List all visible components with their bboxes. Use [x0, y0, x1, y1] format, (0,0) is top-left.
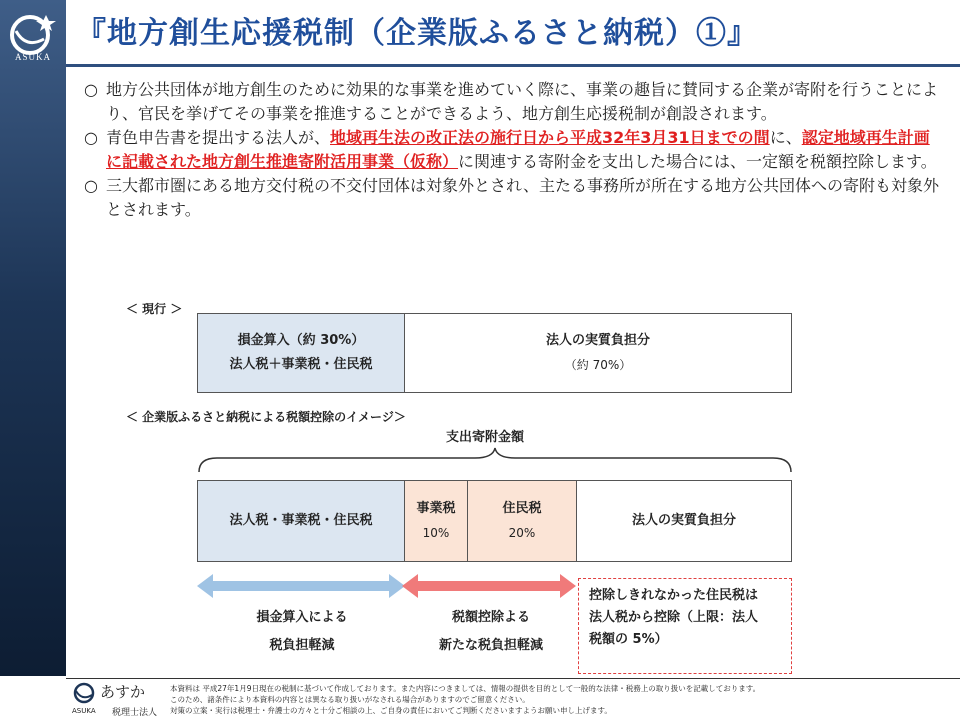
tax-box: [197, 480, 405, 562]
current-burden-box: [404, 313, 792, 393]
arrow2-label: [404, 604, 578, 660]
note-line1: 控除しきれなかった住民税は: [589, 588, 759, 603]
image-label: ＜ 企業版ふるさと納税による税額控除のイメージ＞: [126, 410, 406, 424]
double-arrow-red-icon: [402, 572, 578, 600]
footer-brand: あすか: [100, 683, 146, 701]
bullet-text-part: に関連する寄附金を支出した場合には、一定額を税額控除します。: [458, 152, 937, 171]
bullet-item: [84, 174, 944, 222]
arrow2-line1: 税額控除よる: [451, 610, 530, 625]
double-arrow-blue-icon: [197, 572, 407, 600]
highlight-period: 地域再生法の改正法の施行日から平成32年3月31日までの間: [330, 128, 770, 147]
footer-en: ASUKA: [72, 707, 96, 715]
note-line2: 法人税から控除（上限：法人: [589, 610, 759, 625]
resident-tax-box: [467, 480, 577, 562]
current-burden-line2: （約 70%）: [564, 358, 632, 372]
tax-box-label: 法人税・事業税・住民税: [229, 513, 373, 528]
arrow1-label: [200, 604, 404, 660]
disclaimer-line3: 対策の立案・実行は税理士・弁護士の方々と十分ご相談の上、ご自身の責任においてご判断くださいますようお願い申し上げます。: [170, 706, 612, 715]
bullet-text-part: に、: [769, 128, 802, 147]
bullet-mark: ○: [84, 80, 98, 99]
burden-box-label: 法人の実質負担分: [631, 513, 736, 528]
title-divider: [66, 64, 960, 67]
bullet-mark: ○: [84, 128, 98, 147]
bullet-text: 三大都市圏にある地方交付税の不交付団体は対象外とされ、主たる事務所が所在する地方公共団体への寄附も対象外とされます。: [106, 176, 939, 219]
arrow1-line2: 税負担軽減: [269, 638, 335, 653]
resident-tax-label: 住民税: [502, 501, 542, 516]
brace-label: 支出寄附金額: [446, 430, 525, 445]
bullet-item: [84, 78, 944, 126]
bullet-item: [84, 126, 944, 174]
page-title: 『地方創生応援税制（企業版ふるさと納税）①』: [76, 16, 758, 51]
highlight-project: 認定地域再生計画に記載された地方創生推進寄附活用事業（仮称）: [106, 128, 930, 171]
bullet-list: [84, 78, 944, 222]
current-burden-line1: 法人の実質負担分: [545, 333, 650, 348]
footer-logo-icon: [72, 681, 98, 705]
sidebar: [0, 0, 66, 676]
disclaimer: [170, 683, 760, 716]
logo-text: ASUKA: [14, 52, 51, 62]
burden-box: [576, 480, 792, 562]
note-line3: 税額の 5%）: [589, 632, 668, 647]
disclaimer-line1: 本資料は 平成27年1月9日現在の税制に基づいて作成しております。また内容につきましては、情報の提供を目的として一般的な法律・税務上の取り扱いを記載しております。: [170, 684, 761, 693]
arrow1-line1: 損金算入による: [256, 610, 348, 625]
disclaimer-line2: このため、諸条件により本資料の内容とは異なる取り扱いがなされる場合がありますのでご留意ください。: [170, 695, 530, 704]
footer-sub: 税理士法人: [112, 708, 158, 718]
resident-tax-pct: 20%: [508, 526, 536, 540]
business-tax-pct: 10%: [422, 526, 450, 540]
business-tax-box: [404, 480, 468, 562]
bullet-text: [106, 126, 944, 174]
current-deduction-line1: 損金算入（約 30%）: [237, 333, 365, 348]
bullet-mark: ○: [84, 176, 98, 195]
footer-logo: [72, 681, 162, 719]
resident-tax-note: [578, 578, 792, 674]
footer: [66, 678, 960, 721]
bullet-text-part: 青色申告書を提出する法人が、: [106, 128, 331, 147]
current-deduction-line2: 法人税＋事業税・住民税: [229, 357, 373, 372]
brace-icon: [197, 446, 793, 474]
bullet-text: 地方公共団体が地方創生のために効果的な事業を進めていく際に、事業の趣旨に賛同する企業が寄附を行うことにより、官民を挙げてその事業を推進することができるよう、地方創生応援税制が創設されます。: [106, 80, 939, 123]
current-label: ＜ 現行 ＞: [126, 302, 183, 316]
business-tax-label: 事業税: [416, 501, 456, 516]
arrow2-line2: 新たな税負担軽減: [438, 638, 543, 653]
current-deduction-box: [197, 313, 405, 393]
